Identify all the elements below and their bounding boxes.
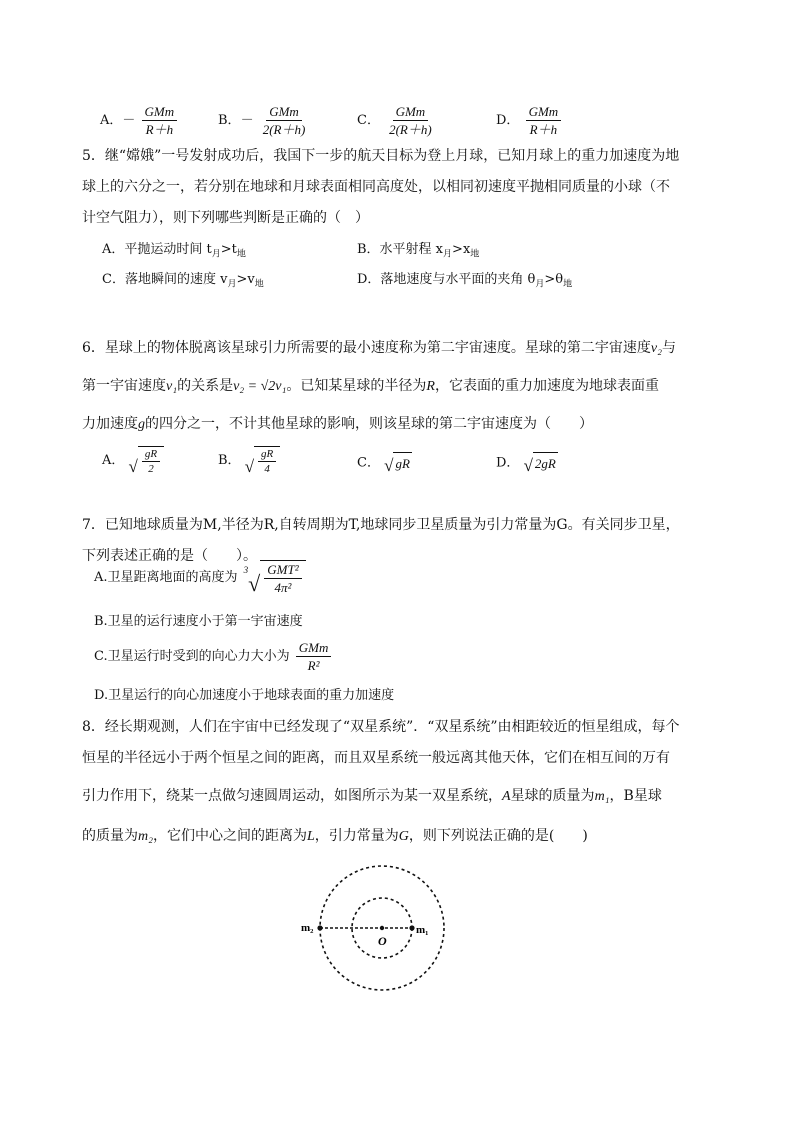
q6-line-1: 6．星球上的物体脱离该星球引力所需要的最小速度称为第二宇宙速度。星球的第二宇宙速度v₂与 xyxy=(82,340,676,356)
q4-option-d: D． $\frac{\text{GMm}}{R+h}$ xyxy=(496,104,563,137)
q5-line-1: 5．继“嫦娥”一号发射成功后，我国下一步的航天目标为登上月球，已知月球上的重力加速度为地 xyxy=(82,148,680,164)
q8-line-3: 引力作用下，绕某一点做匀速圆周运动，如图所示为某一双星系统，A星球的质量为m₁，B星球 xyxy=(82,788,662,804)
q4-c-fraction: $\frac{\text{GMm}}{2(R+h)}$ xyxy=(389,104,432,137)
center-point-o xyxy=(380,926,384,930)
q8-line-1: 8．经长期观测，人们在宇宙中已经发现了“双星系统”．“双星系统”由相距较近的恒星组成，每个 xyxy=(82,719,680,735)
q7-option-c: C.卫星运行时受到的向心力大小为 $\frac{\text{GMm}}{\text{R²}}$ xyxy=(94,640,333,673)
star-m1 xyxy=(409,925,414,930)
q6-line-3: 力加速度g的四分之一，不计其他星球的影响，则该星球的第二宇宙速度为（ ） xyxy=(82,416,593,432)
binary-star-diagram xyxy=(300,860,460,1000)
cube-root-icon: √ xyxy=(248,571,261,596)
q4-b-fraction: $\frac{\text{GMm}}{2(R+h)}$ xyxy=(262,104,306,137)
q7-option-d: D.卫星运行的向心加速度小于地球表面的重力加速度 xyxy=(94,688,395,703)
q5-option-a: A．平抛运动时间 $t_月>t_地$ xyxy=(102,242,246,260)
label-m2: m₂ xyxy=(301,922,314,934)
q7-line-2: 下列表述正确的是（ ）。 xyxy=(82,548,257,564)
q6-option-a: A． √ $\frac{gR}{2}$ xyxy=(102,446,164,475)
sqrt-icon: √ xyxy=(523,456,533,475)
q4-d-fraction: $\frac{\text{GMm}}{R+h}$ xyxy=(526,104,562,137)
q7-line-1: 7．已知地球质量为M,半径为R,自转周期为T,地球同步卫星质量为引力常量为G。有关同步卫星， xyxy=(82,517,680,533)
q4-option-c: C． $\frac{\text{GMm}}{2(R+h)}$ xyxy=(357,104,437,137)
q6-option-d: D． √ 2gR xyxy=(496,452,558,474)
q5-line-3: 计空气阻力），则下列哪些判断是正确的（ ） xyxy=(82,210,369,226)
q7-option-b: B.卫星的运行速度小于第一宇宙速度 xyxy=(94,614,303,629)
q6-option-b: B． √ $\frac{gR}{4}$ xyxy=(218,446,280,475)
q5-option-c: C．落地瞬间的速度 $v_月>v_地$ xyxy=(102,272,264,290)
q6-line-2: 第一宇宙速度v₁的关系是v₂ = √2v₁。已知某星球的半径为R，它表面的重力加速度为地球表面重 xyxy=(82,378,659,394)
q5-line-2: 球上的六分之一，若分别在地球和月球表面相同高度处，以相同初速度平抛相同质量的小球（不 xyxy=(82,179,670,195)
q4-a-fraction: $\frac{\text{GMm}}{R+h}$ xyxy=(142,104,178,137)
q8-line-2: 恒星的半径远小于两个恒星之间的距离，而且双星系统一般远离其他天体，它们在相互间的万有 xyxy=(82,750,670,766)
label-o: O xyxy=(378,934,387,948)
q4-option-a: A．－ $\frac{\text{GMm}}{R+h}$ xyxy=(100,104,179,137)
q7-option-a: A.卫星距离地面的高度为 3 √ $\frac{\text{GMT²}}{\text{4π²}}$ xyxy=(94,560,306,595)
sqrt-icon: √ xyxy=(244,457,255,476)
q5-option-d: D．落地速度与水平面的夹角 $\theta_月>\theta_地$ xyxy=(357,272,573,290)
q5-option-b: B．水平射程 $x_月>x_地$ xyxy=(357,242,480,260)
q8-line-4: 的质量为m₂，它们中心之间的距离为L，引力常量为G，则下列说法正确的是( ) xyxy=(82,828,588,844)
sqrt-icon: √ xyxy=(384,456,394,475)
label-m1: m₁ xyxy=(416,924,429,936)
q4-option-b: B．－ $\frac{\text{GMm}}{2(R+h)}$ xyxy=(218,104,310,137)
star-m2 xyxy=(317,925,322,930)
sqrt-icon: √ xyxy=(128,457,138,476)
q6-option-c: C． √ gR xyxy=(357,452,412,474)
